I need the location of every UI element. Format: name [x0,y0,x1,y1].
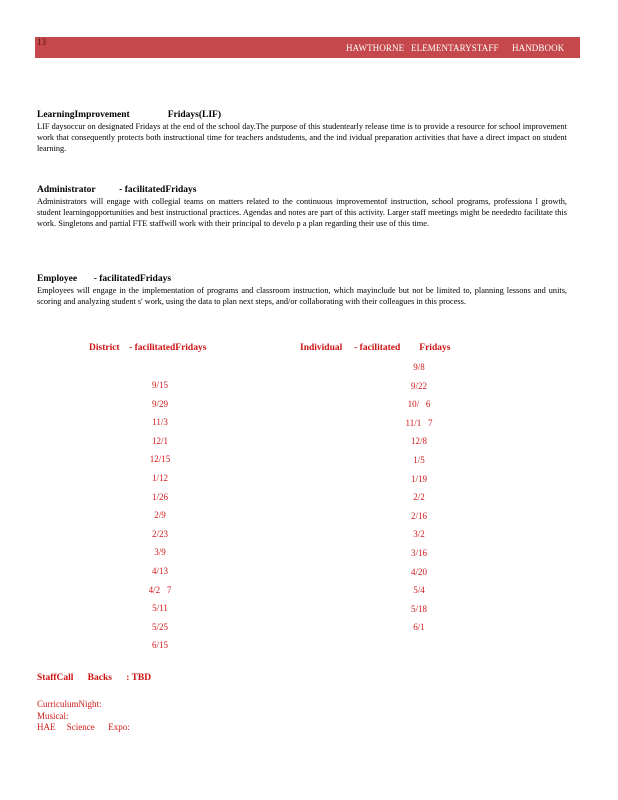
district-date: 5/11 [152,603,168,614]
employee-heading: Employee - facilitatedFridays [37,274,172,284]
individual-date: 5/18 [410,603,427,614]
individual-date: 1/19 [410,473,427,484]
individual-date: 9/8 [413,362,425,372]
individual-date: 3/2 [413,529,425,540]
district-date: 5/25 [151,621,168,632]
header-school: HAWTHORNE [346,43,405,53]
district-column-title: District - facilitatedFridays [89,343,207,353]
district-date: 12/1 [151,435,168,446]
individual-date: 6/1 [413,622,425,633]
header-staff: ELEMENTARYSTAFF [411,43,499,53]
individual-date: 5/4 [413,585,425,596]
lif-paragraph: LIF daysoccur on designated Fridays at the end of the school day.The purpose of this studentearly release time is to provide a resource for school improvement work that consequently protects both instructional time for teachers andstudents, and the ind ividual preparation activities that have a direct impact on student learning. [37,122,567,153]
admin-heading: Administrator - facilitatedFridays [37,185,197,195]
district-date: 2/23 [151,528,168,539]
district-date: 1/26 [151,491,168,502]
admin-section [37,185,567,229]
individual-date: 9/22 [410,380,427,391]
individual-date: 2/2 [413,492,425,503]
event-musical: Musical: [37,711,69,721]
district-date: 2/9 [154,510,166,521]
employee-paragraph: Employees will engage in the implementation of programs and classroom instruction, which mayinclude but not be limited to, planning lessons and units, scoring and analyzing student s' work, using the data to plan next steps, and/or collaborating with their colleagues in this process. [37,286,567,306]
district-date: 6/15 [151,640,168,651]
district-date: 3/9 [154,547,166,558]
staff-call-backs: StaffCall Backs : TBD [37,673,152,683]
district-date: 4/2 7 [148,584,172,595]
individual-date: 10/ 6 [407,399,431,410]
individual-date: 4/20 [410,566,427,577]
individual-date: 2/16 [410,510,427,521]
district-date: 1/12 [151,473,168,483]
individual-date: 1/5 [413,455,425,465]
employee-section [37,274,567,307]
lif-heading: LearningImprovement Fridays(LIF) [37,110,222,120]
individual-column-title: Individual - facilitated Fridays [300,343,451,353]
event-curriculum-night: CurriculumNight: [37,699,102,709]
district-date: 11/3 [152,417,168,428]
individual-date: 3/16 [410,548,427,558]
district-date: 12/15 [149,454,171,465]
page-number: 13 [37,37,46,47]
district-date: 9/15 [151,380,168,390]
individual-date: 11/1 7 [405,417,433,428]
admin-paragraph: Administrators will engage with collegial teams on matters related to the continuous improvementof instruction, school programs, professiona l growth, student learningopportunities and best instructional practices. Agendas and notes are part of this activity. Larger staff meetings might be neededto facilitate this work. Singletons and partial FTE staffwill work with their principal to develo p a plan regarding their use of this time. [37,197,567,228]
district-date: 4/13 [151,566,168,576]
lif-section [37,110,567,154]
event-science-expo: HAE Science Expo: [37,722,130,732]
header-handbook: HANDBOOK [512,43,565,53]
district-date: 9/29 [151,398,168,409]
page-header [35,37,580,58]
individual-date: 12/8 [410,436,427,447]
